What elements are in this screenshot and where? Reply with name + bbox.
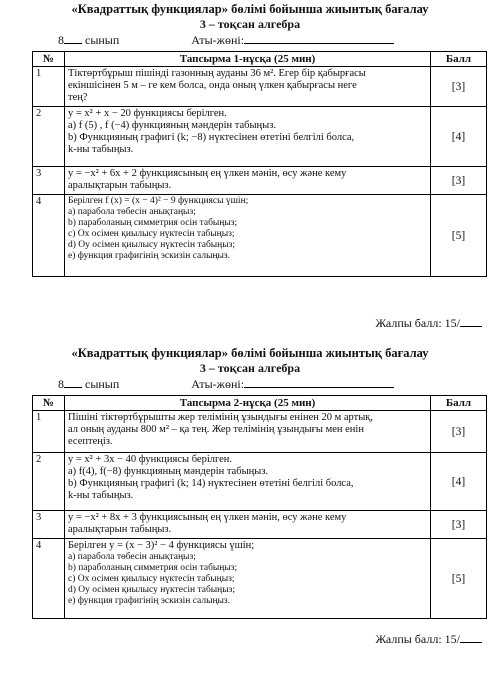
header-score: Балл bbox=[431, 52, 487, 67]
task-number: 4 bbox=[33, 195, 65, 277]
task-score: [4] bbox=[431, 453, 487, 511]
task-line: y = x² + 3x − 40 функциясы берілген. bbox=[68, 454, 233, 465]
total-score bbox=[375, 632, 482, 647]
total-label: Жалпы балл: 15/ bbox=[375, 632, 460, 646]
task-number: 2 bbox=[33, 107, 65, 167]
name-field[interactable] bbox=[244, 33, 394, 44]
name-label: Аты-жөні: bbox=[191, 33, 245, 47]
task-line: e) функция графигінің эскизін салыңыз. bbox=[68, 251, 231, 261]
task-score: [3] bbox=[431, 167, 487, 195]
name-label: Аты-жөні: bbox=[191, 377, 245, 391]
class-label: сынып bbox=[85, 377, 120, 391]
table-row bbox=[33, 453, 487, 511]
task-text bbox=[65, 453, 431, 511]
task-line: ал оның ауданы 800 м² – қа тең. Жер телімінің ұзындығы мен енін bbox=[68, 424, 364, 435]
page-subtitle: 3 – тоқсан алгебра bbox=[199, 361, 301, 375]
task-line: d) Oy осімен қиылысу нүктесін табыңыз; bbox=[68, 240, 236, 250]
variant-1 bbox=[0, 2, 500, 277]
header-score: Балл bbox=[431, 396, 487, 411]
task-line: y = −x² + 6x + 2 функциясының ең үлкен мәнін, өсу және кему bbox=[68, 168, 347, 179]
total-score bbox=[375, 316, 482, 331]
task-line: d) Oy осімен қиылысу нүктесін табыңыз; bbox=[68, 585, 236, 595]
task-line: есептеңіз. bbox=[68, 436, 113, 447]
task-table bbox=[32, 395, 487, 619]
student-info bbox=[58, 377, 500, 391]
task-line: тең? bbox=[68, 92, 88, 103]
task-text bbox=[65, 511, 431, 539]
page-title: «Квадраттық функциялар» бөлімі бойынша жиынтық бағалау bbox=[71, 346, 429, 360]
task-number: 3 bbox=[33, 511, 65, 539]
task-line: b) Функцияның графигі (k; 14) нүктесінен өтетіні белгілі болса, bbox=[68, 478, 354, 489]
student-info bbox=[58, 33, 500, 47]
task-number: 2 bbox=[33, 453, 65, 511]
table-row bbox=[33, 511, 487, 539]
task-score: [3] bbox=[431, 411, 487, 453]
task-number: 1 bbox=[33, 411, 65, 453]
task-text bbox=[65, 411, 431, 453]
task-text bbox=[65, 67, 431, 107]
task-score: [5] bbox=[431, 539, 487, 619]
table-row bbox=[33, 167, 487, 195]
variant-2 bbox=[0, 346, 500, 619]
task-line: e) функция графигінің эскизін салыңыз. bbox=[68, 596, 231, 606]
task-line: b) параболаның симметрия осін табыңыз; bbox=[68, 563, 238, 573]
task-line: a) f(4), f(−8) функцияның мәндерін табыңыз. bbox=[68, 466, 269, 477]
task-line: аралықтарын табыңыз. bbox=[68, 180, 172, 191]
name-field[interactable] bbox=[244, 377, 394, 388]
task-line: а) парабола төбесін анықтаңыз; bbox=[68, 552, 196, 562]
task-text bbox=[65, 107, 431, 167]
task-number: 3 bbox=[33, 167, 65, 195]
task-line: аралықтарын табыңыз. bbox=[68, 524, 172, 535]
task-line: k-ны табыңыз. bbox=[68, 490, 134, 501]
task-number: 1 bbox=[33, 67, 65, 107]
grade: 8 bbox=[58, 33, 64, 47]
task-table bbox=[32, 51, 487, 277]
task-score: [4] bbox=[431, 107, 487, 167]
header-num: № bbox=[33, 52, 65, 67]
table-row bbox=[33, 107, 487, 167]
task-line: c) Ox осімен қиылысу нүктесін табыңыз; bbox=[68, 229, 235, 239]
page-title: «Квадраттық функциялар» бөлімі бойынша жиынтық бағалау bbox=[71, 2, 429, 16]
task-line: Берілген y = (x − 3)² − 4 функциясы үшін; bbox=[68, 540, 255, 551]
task-score: [5] bbox=[431, 195, 487, 277]
task-line: Тіктөртбұрыш пішінді газонның ауданы 36 м². Егер бір қабырғасы bbox=[68, 68, 366, 79]
header-task: Тапсырма 1-нұсқа (25 мин) bbox=[65, 52, 431, 67]
task-number: 4 bbox=[33, 539, 65, 619]
header-task: Тапсырма 2-нұсқа (25 мин) bbox=[65, 396, 431, 411]
table-row bbox=[33, 411, 487, 453]
task-text bbox=[65, 195, 431, 277]
task-line: а) парабола төбесін анықтаңыз; bbox=[68, 207, 196, 217]
task-score: [3] bbox=[431, 511, 487, 539]
table-row bbox=[33, 67, 487, 107]
task-line: b) параболаның симметрия осін табыңыз; bbox=[68, 218, 238, 228]
task-line: Пішіні тіктөртбұрышты жер телімінің ұзындығы енінен 20 м артық, bbox=[68, 412, 374, 423]
task-text bbox=[65, 539, 431, 619]
table-header bbox=[33, 396, 487, 411]
table-header bbox=[33, 52, 487, 67]
grade: 8 bbox=[58, 377, 64, 391]
header-num: № bbox=[33, 396, 65, 411]
task-line: k-ны табыңыз. bbox=[68, 144, 134, 155]
task-text bbox=[65, 167, 431, 195]
total-label: Жалпы балл: 15/ bbox=[375, 316, 460, 330]
class-label: сынып bbox=[85, 33, 120, 47]
task-line: c) Ox осімен қиылысу нүктесін табыңыз; bbox=[68, 574, 235, 584]
task-line: b) Функцияның графигі (k; −8) нүктесінен өтетіні белгілі болса, bbox=[68, 132, 355, 143]
task-line: y = −x² + 8x + 3 функциясының ең үлкен мәнін, өсу және кему bbox=[68, 512, 347, 523]
page-subtitle: 3 – тоқсан алгебра bbox=[199, 17, 301, 31]
task-line: Берілген f (x) = (x − 4)² − 9 функциясы үшін; bbox=[68, 196, 249, 206]
task-line: a) f (5) , f (−4) функцияның мәндерін табыңыз. bbox=[68, 120, 276, 131]
task-line: y = x² + x − 20 функциясы берілген. bbox=[68, 108, 227, 119]
table-row bbox=[33, 539, 487, 619]
task-score: [3] bbox=[431, 67, 487, 107]
table-row bbox=[33, 195, 487, 277]
task-line: екіншісінен 5 м – ге кем болса, онда оның үлкен қабырғасы неге bbox=[68, 80, 357, 91]
